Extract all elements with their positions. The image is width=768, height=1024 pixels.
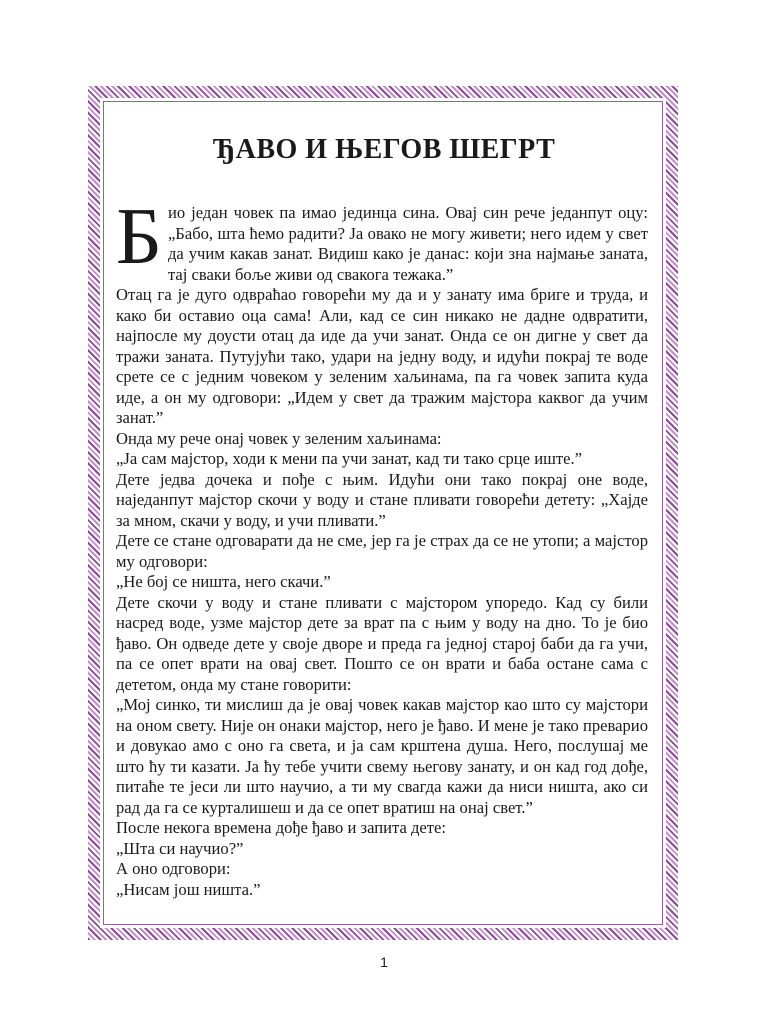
paragraph: „Мој синко, ти мислиш да је овај човек какав мајстор као што су мајстори на оном свету. Није он онаки мајстор, него је ђаво. И мене је тако преварио и довукао амо с оно га света, и ја сам крштена душа. Него, послушај ме што ћу ти казати. Ја ћу тебе учити свему његову занату, и он кад год дође, питаће те јеси ли што научио, а ти му свагда кажи да ниси ништа, ако си рад да га се курталишеш и да се опет вратиш на онај свет.” [116,695,648,817]
paragraph: „Нисам још ништа.” [116,879,261,899]
paragraph: Онда му рече онај човек у зеленим хаљинама: [116,428,442,448]
paragraph: „Ја сам мајстор, ходи к мени па учи занат, кад ти тако срце иште.” [116,449,582,468]
paragraph: Дете скочи у воду и стане пливати с мајстором упоредо. Кад су били насред воде, узме мајстор дете за врат па с њим у воду на дно. То је био ђаво. Он одведе дете у своје дворе и преда га једној старој баби да га учи, па се опет врати на овај свет. Пошто се он врати и баба остане сама с дететом, онда му стане говорити: [116,592,648,694]
paragraph-first [116,193,648,285]
paragraph-first-text: ио један човек па имао јединца сина. Овај син рече једанпут оцу: „Бабо, шта ћемо радити? Ја овако не могу живети; него идем у свет да учим какав занат. Видиш како је данас: који зна најмање заната, тај сваки боље живи од свакога тежака.” [167,203,648,284]
paragraph: Отац га је дуго одвраћао говорећи му да и у занату има бриге и труда, и како би оставио оца сама! Али, кад се син никако не дадне одвратити, најпосле му доусти отац да иде да учи занат. Онда се он дигне у свет да тражи заната. Путујући тако, удари на једну воду, и идући покрај те воде срете се с једним човеком у зеленим хаљинама, па га човек запита куда иде, а он му одговори: „Идем у свет да тражим мајстора каквог да учим занат.” [116,285,648,427]
paragraph: Дете се стане одговарати да не сме, јер га је страх да се не утопи; а мајстор му одговори: [116,531,648,571]
paragraph: Дете једва дочека и пође с њим. Идући они тако покрај оне воде, наједанпут мајстор скочи у воду и стане пливати говорећи детету: „Хајде за мном, скачи у воду, и учи пливати.” [116,469,648,530]
page-number: 1 [380,954,388,970]
page-title: ЂАВО И ЊЕГОВ ШЕГРТ [212,134,556,165]
paragraph: „Не бој се ништа, него скачи.” [116,572,331,591]
story-text [116,193,648,900]
paragraph: После некога времена дође ђаво и запита дете: [116,818,446,837]
paragraph: А оно одговори: [116,859,231,878]
drop-cap: Б [116,193,162,281]
paragraph: „Шта си научио?” [116,838,244,858]
